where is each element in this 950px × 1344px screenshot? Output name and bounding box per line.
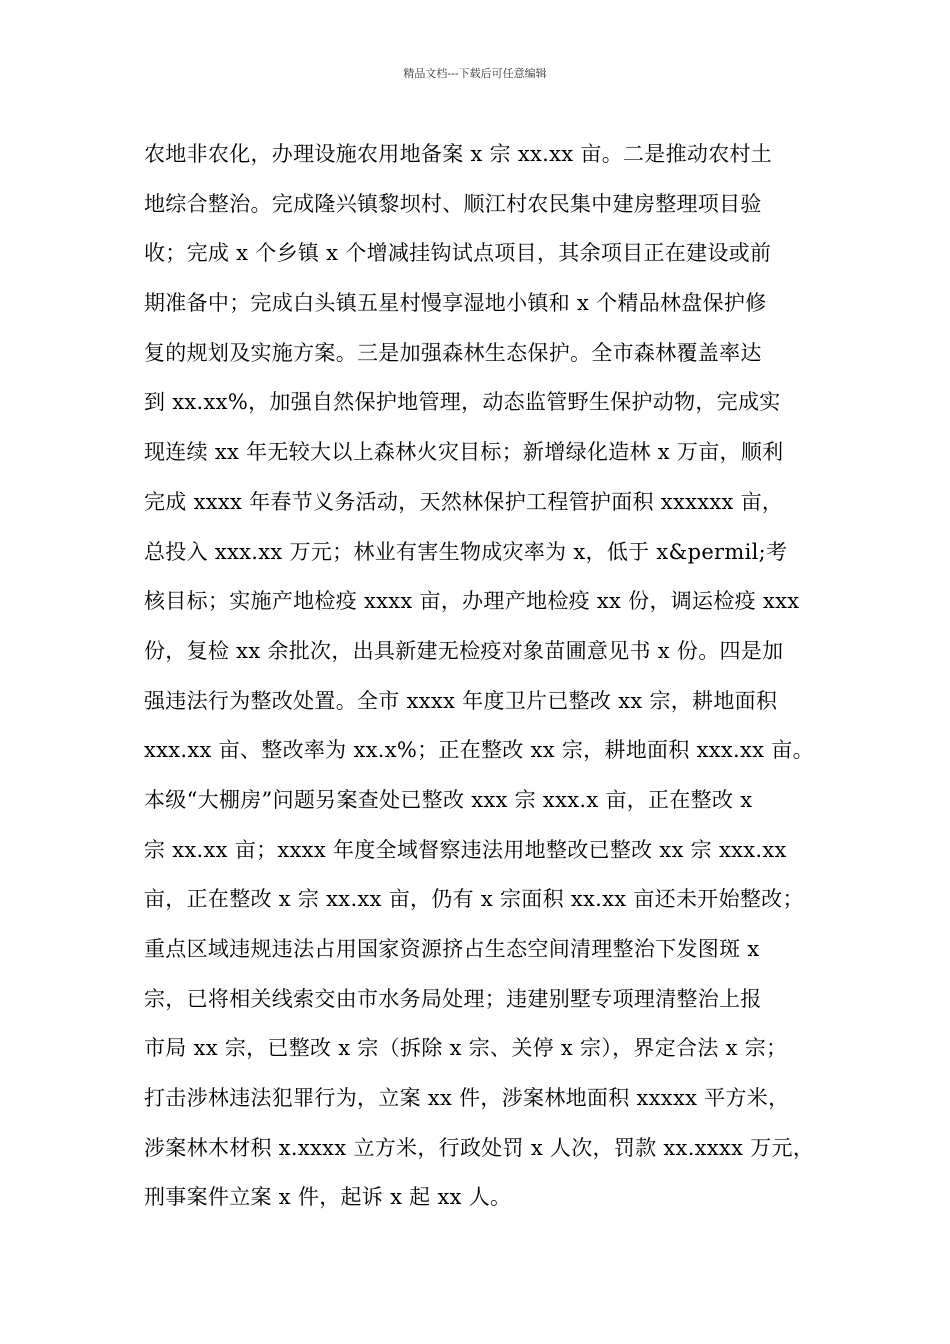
text-line: xxx.xx 亩、整改率为 xx.x%；正在整改 xx 宗，耕地面积 xxx.xx 亩。 [144,738,814,763]
text-line: 亩，正在整改 x 宗 xx.xx 亩，仍有 x 宗面积 xx.xx 亩还未开始整改； [144,887,804,912]
text-line: 农地非农化，办理设施农用地备案 x 宗 xx.xx 亩。二是推动农村土 [144,142,773,166]
text-line: 涉案林木材积 x.xxxx 立方米，行政处罚 x 人次，罚款 xx.xxxx 万元， [144,1135,815,1160]
text-line: 核目标；实施产地检疫 xxxx 亩，办理产地检疫 xx 份，调运检疫 xxx [144,589,800,614]
text-line: 重点区域违规违法占用国家资源挤占生态空间清理整治下发图斑 x [144,937,760,961]
text-line: 市局 xx 宗，已整改 x 宗（拆除 x 宗、关停 x 宗），界定合法 x 宗； [144,1036,788,1061]
body-text [144,130,824,1223]
text-line: 宗，已将相关线索交由市水务局处理；违建别墅专项理清整治上报 [144,986,762,1011]
text-line: 刑事案件立案 x 件，起诉 x 起 xx 人。 [144,1185,512,1210]
text-line: 打击涉林违法犯罪行为，立案 xx 件，涉案林地面积 xxxxx 平方米， [144,1086,790,1111]
text-line: 期准备中；完成白头镇五星村慢享湿地小镇和 x 个精品林盘保护修 [144,291,767,316]
text-line: 强违法行为整改处置。全市 xxxx 年度卫片已整改 xx 宗，耕地面积 [144,688,778,713]
text-line: 完成 xxxx 年春节义务活动，天然林保护工程管护面积 xxxxxx 亩， [144,489,784,514]
text-line: 到 xx.xx%，加强自然保护地管理，动态监管野生保护动物，完成实 [144,390,781,415]
text-line: 地综合整治。完成隆兴镇黎坝村、顺江村农民集中建房整理项目验 [144,191,762,216]
text-line: 收；完成 x 个乡镇 x 个增减挂钩试点项目，其余项目正在建设或前 [144,241,772,266]
text-line: 复的规划及实施方案。三是加强森林生态保护。全市森林覆盖率达 [144,340,762,365]
text-line: 总投入 xxx.xx 万元；林业有害生物成灾率为 x，低于 x&permil;考 [144,539,788,564]
text-line: 宗 xx.xx 亩；xxxx 年度全域督察违法用地整改已整改 xx 宗 xxx.xx [144,837,787,862]
text-line: 本级“大棚房”问题另案查处已整改 xxx 宗 xxx.x 亩，正在整改 x [144,787,753,812]
text-line: 现连续 xx 年无较大以上森林火灾目标；新增绿化造林 x 万亩，顺利 [144,440,784,465]
page-header: 精品文档---下载后可任意编辑 [403,67,547,80]
text-line: 份，复检 xx 余批次，出具新建无检疫对象苗圃意见书 x 份。四是加 [144,638,784,663]
